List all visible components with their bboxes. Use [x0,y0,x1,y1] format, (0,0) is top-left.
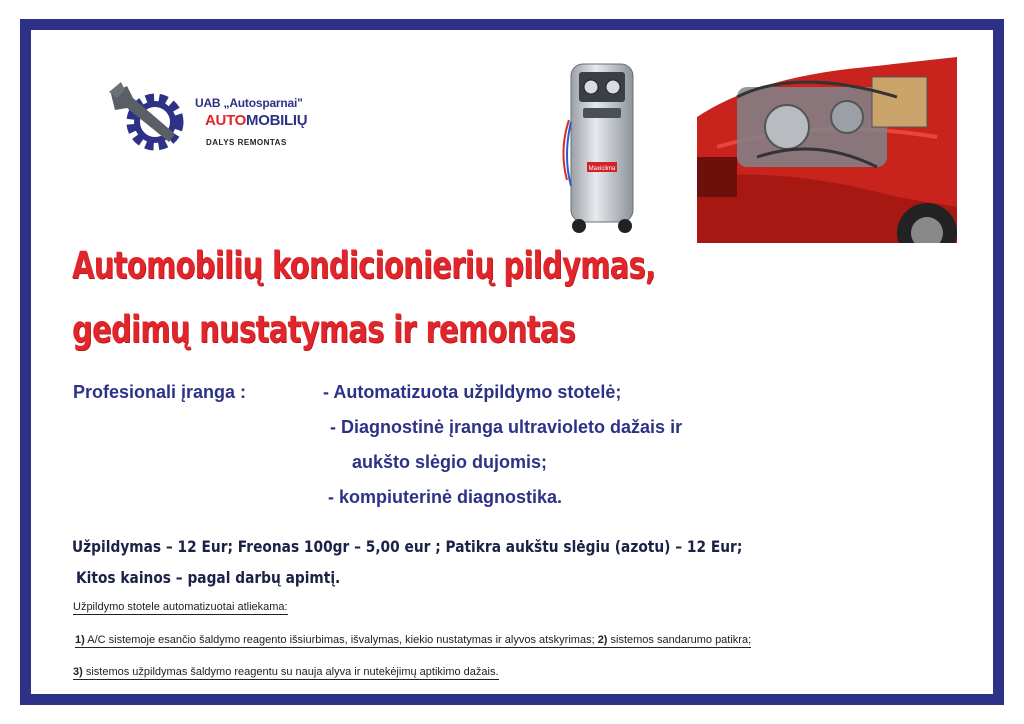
equipment-item: - Diagnostinė įranga ultravioleto dažais ir [330,417,683,437]
equipment-item: - kompiuterinė diagnostika. [328,487,563,507]
equipment-item: - Automatizuota užpildymo stotelė; [323,382,622,402]
company-subtitle: DALYS REMONTAS [206,138,287,147]
service-notes-line-1: 1) A/C sistemoje esančio šaldymo reagento išsiurbimas, išvalymas, kiekio nustatymas ir alyvos atskyrimas; 2) sistemos sandarumo patikra; [75,634,752,646]
equipment-label: Profesionali įranga : [73,382,247,402]
wrench-gear-icon [103,80,195,160]
headline-line-2: gedimų nustatymas ir remontas [72,308,576,351]
car-engine-image [697,57,957,243]
company-name: UAB „Autosparnai" [195,96,303,110]
machine-brand-label: Maxiclima [588,166,616,172]
service-notes-intro: Užpildymo stotele automatizuotai atliekama: [73,601,288,613]
price-list-line-1: Užpildymas – 12 Eur; Freonas 100gr – 5,00 eur ; Patikra aukštu slėgiu (azotu) – 12 Eur; [72,537,743,556]
company-logo [103,80,313,160]
equipment-item-continued: aukšto slėgio dujomis; [352,452,548,472]
service-notes-line-2: 3) sistemos užpildymas šaldymo reagentu su nauja alyva ir nutekėjimų aptikimo dažais. [73,666,499,678]
headline-line-1: Automobilių kondicionierių pildymas, [72,244,656,287]
price-list-line-2: Kitos kainos – pagal darbų apimtį. [76,568,341,587]
brand-name: AUTOMOBILIŲ [205,112,308,129]
ac-recharge-machine-image [557,60,653,236]
